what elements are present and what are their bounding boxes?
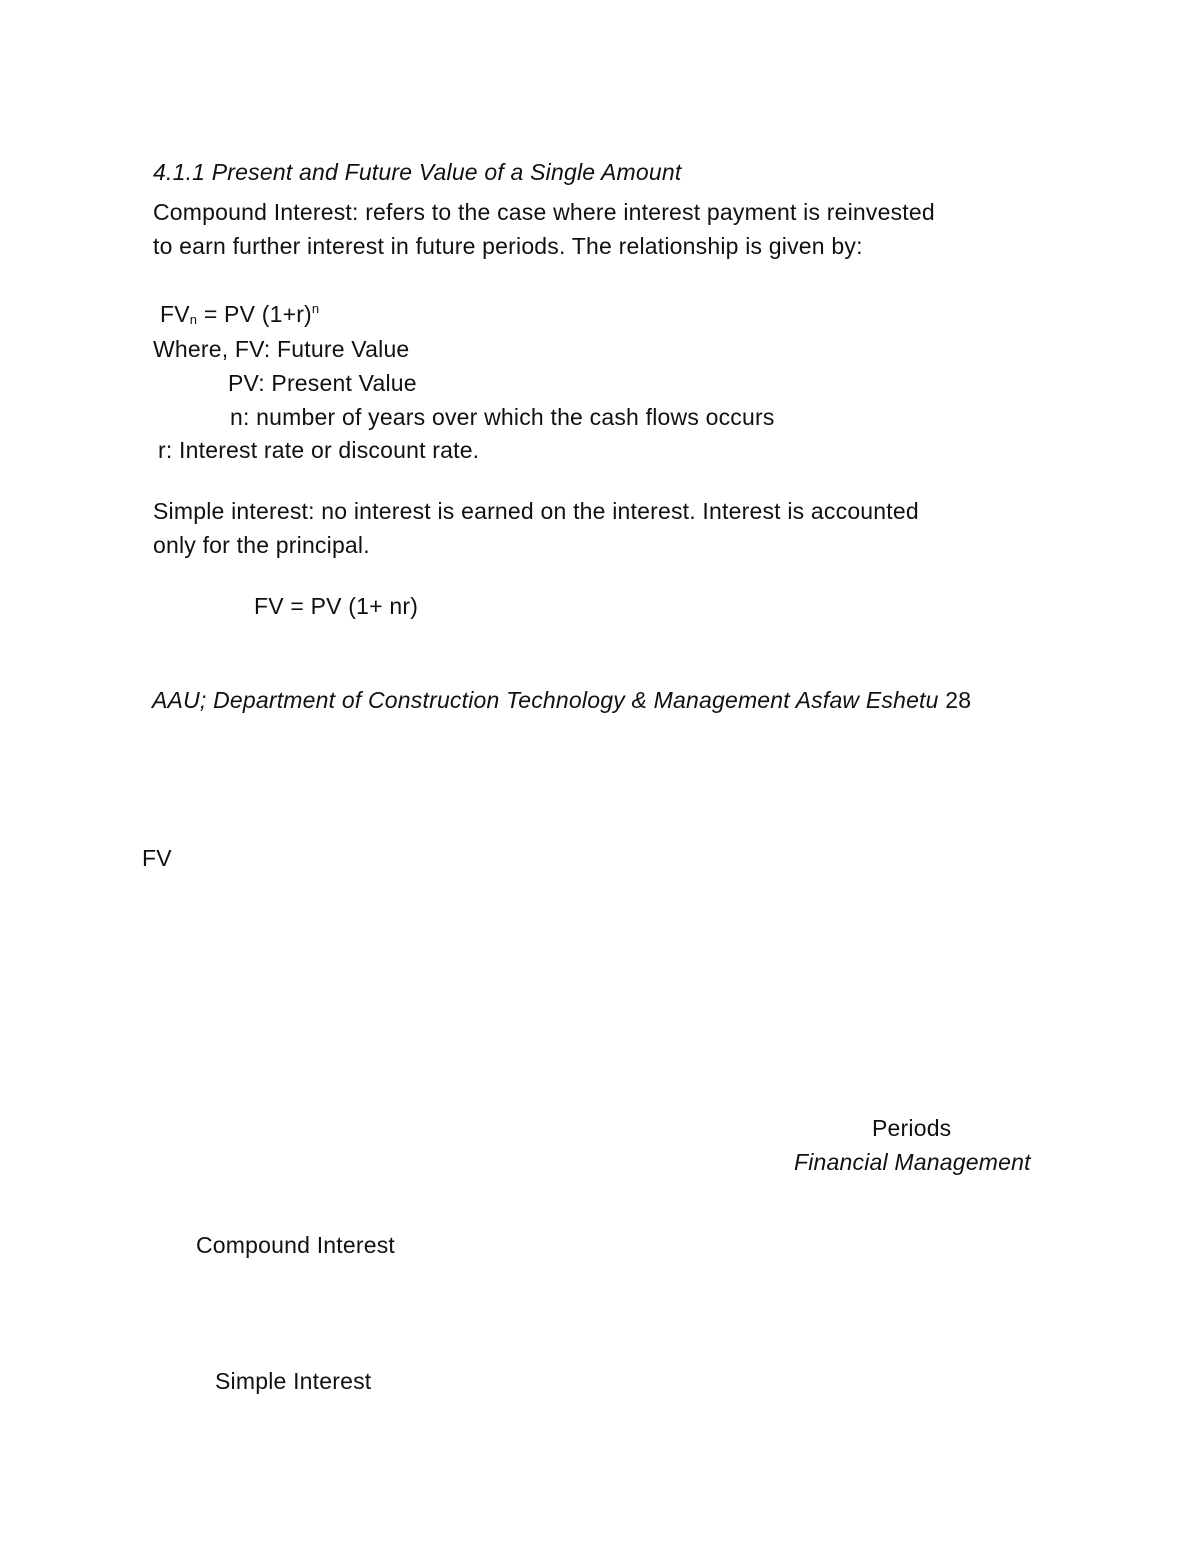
simple-interest-definition-line-2: only for the principal. <box>153 532 370 558</box>
section-heading: 4.1.1 Present and Future Value of a Single Amount <box>153 159 682 185</box>
footer-text: AAU; Department of Construction Technology & Management Asfaw Eshetu <box>152 687 939 713</box>
page-number: 28 <box>945 687 972 713</box>
definition-pv: PV: Present Value <box>228 370 417 396</box>
footer <box>152 685 971 715</box>
compound-interest-definition-line-1: Compound Interest: refers to the case where interest payment is reinvested <box>153 199 935 225</box>
course-title: Financial Management <box>794 1149 1031 1175</box>
formula-subscript-n: n <box>189 312 198 327</box>
formula-superscript-n: n <box>311 301 320 316</box>
graph-y-axis-label: FV <box>142 845 172 871</box>
graph-x-axis-label: Periods <box>872 1115 952 1141</box>
compound-interest-definition-line-2: to earn further interest in future periods. The relationship is given by: <box>153 233 863 259</box>
simple-interest-definition-line-1: Simple interest: no interest is earned on the interest. Interest is accounted <box>153 498 919 524</box>
compound-interest-curve-label: Compound Interest <box>196 1232 396 1258</box>
formula-fv: FV <box>160 301 190 327</box>
formula-rhs: = PV (1+r) <box>197 301 312 327</box>
compound-interest-formula <box>160 299 319 333</box>
definition-r: r: Interest rate or discount rate. <box>158 437 480 463</box>
simple-interest-line-label: Simple Interest <box>215 1368 372 1394</box>
definition-fv: Where, FV: Future Value <box>153 336 410 362</box>
simple-interest-formula: FV = PV (1+ nr) <box>254 593 419 619</box>
definition-n: n: number of years over which the cash flows occurs <box>230 404 775 430</box>
